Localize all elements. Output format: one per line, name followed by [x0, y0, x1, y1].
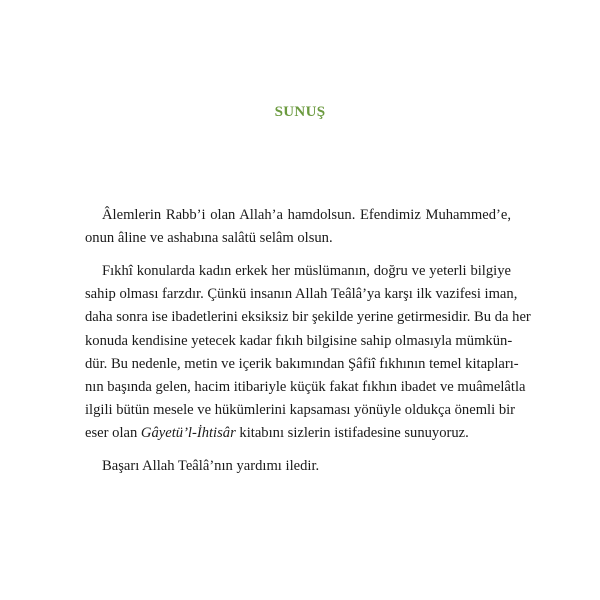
text-line: ilgili bütün mesele ve hükümlerini kapsaması yönüyle oldukça önemli bir — [85, 402, 516, 419]
paragraph-3 — [85, 455, 511, 478]
book-title: Gâyetü’l-İhtisâr — [140, 425, 236, 442]
text-line: Başarı Allah Teâlâ’nın yardımı iledir. — [102, 458, 320, 475]
text-line: konuda kendisine yetecek kadar fıkıh bilgisine sahip olmasıyla mümkün- — [85, 332, 513, 349]
text-fragment: kitabını sizlerin istifadesine sunuyoruz. — [235, 425, 469, 442]
text-line: onun âline ve ashabına salâtü selâm olsun. — [85, 230, 333, 247]
paragraph-1 — [85, 204, 511, 250]
text-line: sahip olması farzdır. Çünkü insanın Allah Teâlâ’ya karşı ilk vazifesi iman, — [85, 286, 518, 303]
text-line: Fıkhî konularda kadın erkek her müslümanın, doğru ve yeterli bilgiye — [102, 262, 511, 279]
page-title: SUNUŞ — [274, 104, 326, 120]
text-line-last — [85, 422, 511, 445]
body-text — [85, 204, 531, 478]
text-line: dür. Bu nedenle, metin ve içerik bakımından Şâfiî fıkhının temel kitapları- — [85, 355, 519, 372]
text-line: Âlemlerin Rabb’i olan Allah’a hamdolsun. Efendimiz Muhammed’e, — [102, 207, 511, 223]
text-fragment: eser olan — [85, 425, 141, 442]
text-line: daha sonra ise ibadetlerini eksiksiz bir şekilde yerine getirmesidir. Bu da her — [85, 309, 531, 326]
text-line: nın başında gelen, hacim itibariyle küçük fakat fıkhın ibadet ve muâmelâtla — [85, 378, 526, 395]
paragraph-2 — [85, 260, 531, 446]
